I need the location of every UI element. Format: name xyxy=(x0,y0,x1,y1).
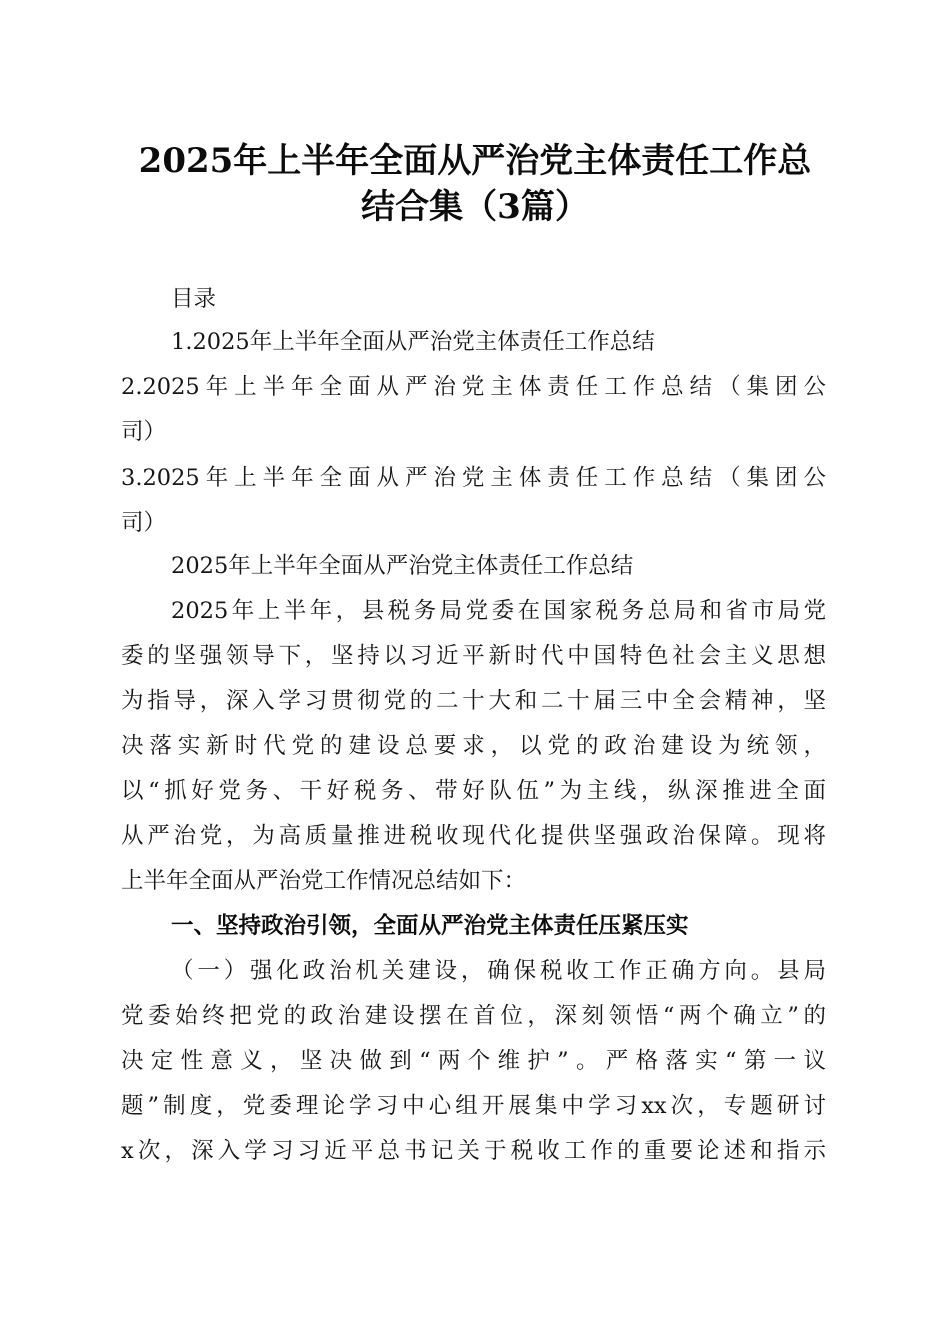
sub-line-4: 题”制度，党委理论学习中心组开展集中学习xx次，专题研讨 xyxy=(121,1093,826,1119)
heading-1: 一、坚持政治引领，全面从严治党主体责任压紧压实 xyxy=(171,913,689,939)
intro-line-4: 决落实新时代党的建设总要求，以党的政治建设为统领， xyxy=(121,733,826,759)
sub-line-5: x次，深入学习习近平总书记关于税收工作的重要论述和指示 xyxy=(121,1138,826,1164)
intro-line-2: 委的坚强领导下，坚持以习近平新时代中国特色社会主义思想 xyxy=(121,643,826,669)
intro-line-5: 以“抓好党务、干好税务、带好队伍”为主线，纵深推进全面 xyxy=(121,778,826,804)
intro-line-7: 上半年全面从严治党工作情况总结如下： xyxy=(121,868,527,894)
section-title: 2025年上半年全面从严治党主体责任工作总结 xyxy=(171,553,634,579)
intro-line-1: 2025年上半年，县税务局党委在国家税务总局和省市局党 xyxy=(171,598,826,624)
sub-line-2: 党委始终把党的政治建设摆在首位，深刻领悟“两个确立”的 xyxy=(121,1003,826,1029)
document-title-line-1: 2025年上半年全面从严治党主体责任工作总 xyxy=(138,141,812,181)
toc-item-1: 1.2025年上半年全面从严治党主体责任工作总结 xyxy=(171,329,655,355)
toc-item-2: 2.2025年上半年全面从严治党主体责任工作总结（集团公 xyxy=(121,374,826,400)
toc-item-2-continued: 司） xyxy=(121,419,167,445)
toc-item-3: 3.2025年上半年全面从严治党主体责任工作总结（集团公 xyxy=(121,465,826,491)
sub-line-3: 决定性意义，坚决做到“两个维护”。严格落实“第一议 xyxy=(121,1048,826,1074)
sub-line-1: （一）强化政治机关建设，确保税收工作正确方向。县局 xyxy=(171,958,826,984)
intro-line-3: 为指导，深入学习贯彻党的二十大和二十届三中全会精神，坚 xyxy=(121,688,826,714)
document-title-line-2: 结合集（3篇） xyxy=(361,187,589,227)
intro-line-6: 从严治党，为高质量推进税收现代化提供坚强政治保障。现将 xyxy=(121,823,826,849)
toc-label: 目录 xyxy=(171,286,217,312)
toc-item-3-continued: 司） xyxy=(121,510,167,536)
